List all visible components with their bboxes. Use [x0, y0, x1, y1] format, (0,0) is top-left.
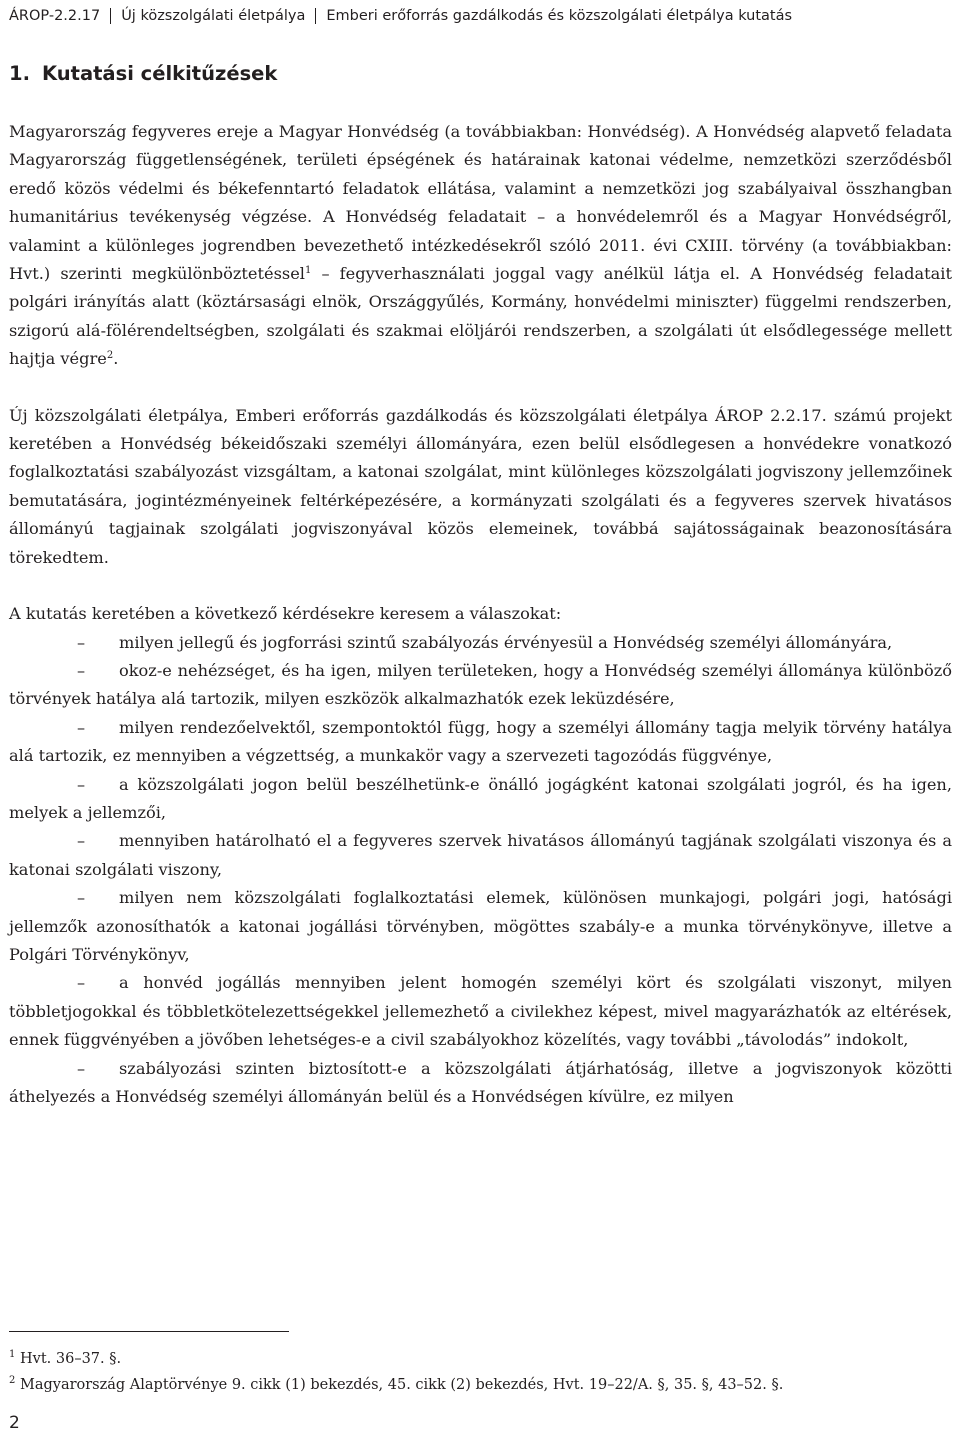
list-item [9, 827, 952, 884]
header-separator [110, 8, 111, 24]
paragraph-1-part-a: Magyarország fegyveres ereje a Magyar Honvédség (a továbbiakban: Honvédség). A Honvédség alapvető feladata Magyarország függetlenségének, területi épségének és határainak katonai védelme, nemzetközi szerződésből eredő közös védelmi és békefenntartó feladatok ellátása, valamint a nemzetközi jog szabályaival összhangban humanitárius tevékenység végzése. A Honvédség feladatait – a honvédelemről és a Magyar Honvédségről, valamint a különleges jogrendben bevezethető intézkedésekről szóló 2011. évi CXIII. törvény (a továbbiakban: Hvt.) szerinti megkülönböztetéssel [9, 122, 952, 284]
page-number: 2 [9, 1413, 20, 1433]
list-item-text: a közszolgálati jogon belül beszélhetünk-e önálló jogágként katonai szolgálati jogról, és ha igen, melyek a jellemzői, [9, 774, 952, 822]
footnote-ref-2: 2 [106, 350, 114, 362]
list-item-text: milyen jellegű és jogforrási szintű szabályozás érvényesül a Honvédség személyi állományára, [119, 632, 893, 652]
list-item [9, 657, 952, 714]
list-item-text: mennyiben határolható el a fegyveres szervek hivatásos állományú tagjának szolgálati viszonya és a katonai szolgálati viszony, [9, 831, 952, 879]
footnote-number: 1 [9, 1349, 16, 1360]
paragraph-1-part-b: – fegyverhasználati joggal vagy anélkül látja el. A Honvédség feladatait polgári irányítás alatt (köztársasági elnök, Országgyűlés, Kormány, honvédelmi miniszter) függelmi rendszerben, szigorú alá-fölérendeltségben, szolgálati és szakmai elöljárói rendszerben, a szolgálati út elsődlegessége mellett hajtja végre [9, 264, 952, 369]
list-item-text: okoz-e nehézséget, és ha igen, milyen területeken, hogy a Honvédség személyi állománya különböző törvények hatálya alá tartozik, milyen eszközök alkalmazhatók ezek leküzdésére, [9, 660, 952, 709]
list-item [9, 629, 952, 657]
list-item-text: a honvéd jogállás mennyiben jelent homogén személyi kört és szolgálati viszonyt, milyen többletjogokkal és többletkötelezettségekkel jellemezhető a civilekhez képest, mivel magyarázhatók az eltérések, ennek függvényében a jövőben lehetséges-e a civil szabályokhoz közelítés, vagy további „távolodás” indokolt, [9, 973, 952, 1050]
list-dash: – [77, 632, 86, 652]
paragraph-3: A kutatás keretében a következő kérdésekre keresem a válaszokat: [9, 604, 562, 624]
footnote-ref-1: 1 [304, 265, 312, 277]
footnote-1 [9, 1346, 939, 1372]
section-heading [9, 62, 277, 85]
list-dash: – [77, 831, 86, 851]
header-separator [315, 8, 316, 24]
list-item [9, 884, 952, 969]
list-item-text: milyen nem közszolgálati foglalkoztatási elemek, különösen munkajogi, polgári jogi, hatósági jellemzők azonosíthatók a katonai jogállási törvényben, mögöttes szabály-e a munka törvénykönyve, illetve a Polgári Törvénykönyv, [9, 888, 952, 964]
section-title: Kutatási célkitűzések [41, 62, 278, 85]
list-item-text: milyen rendezőelvektől, szempontoktól függ, hogy a személyi állomány tagja melyik törvény hatálya alá tartozik, ez mennyiben a végzettség, a munkakör vagy a szervezeti tagozódás függvénye, [9, 717, 952, 766]
list-dash: – [77, 717, 86, 737]
footnotes [9, 1346, 939, 1398]
list-dash: – [77, 1058, 86, 1078]
list-item [9, 714, 952, 771]
list-dash: – [77, 660, 86, 680]
question-list [9, 629, 952, 1112]
paragraph-1-part-c: . [113, 349, 119, 369]
footnote-number: 2 [9, 1375, 16, 1386]
paragraph-1 [9, 118, 952, 374]
paragraph-2: Új közszolgálati életpálya, Emberi erőforrás gazdálkodás és közszolgálati életpálya ÁROP 2.2.17. számú projekt keretében a Honvédség békeidőszaki személyi állományára, ezen belül elsődlegesen a honvédekre vonatkozó foglalkoztatási szabályozást vizsgáltam, a katonai szolgálat, mint különleges közszolgálati jogviszony jellemzőinek bemutatására, jogintézményeinek feltérképezésére, a kormányzati szolgálati és a fegyveres szervek hivatásos állományú tagjainak szolgálati jogviszonyával közös elemeinek, továbbá sajátosságainak beazonosítására törekedtem. [9, 405, 952, 567]
list-item [9, 771, 952, 828]
list-dash: – [77, 888, 86, 908]
footnote-2 [9, 1372, 939, 1398]
header-project: Új közszolgálati életpálya [121, 8, 306, 24]
header-subtitle: Emberi erőforrás gazdálkodás és közszolgálati életpálya kutatás [326, 8, 793, 24]
footnote-text: Magyarország Alaptörvénye 9. cikk (1) bekezdés, 45. cikk (2) bekezdés, Hvt. 19–22/A. §, 35. §, 43–52. §. [19, 1377, 784, 1393]
list-item [9, 969, 952, 1054]
list-item-text: szabályozási szinten biztosított-e a közszolgálati átjárhatóság, illetve a jogviszonyok közötti áthelyezés a Honvédség személyi állományán belül és a Honvédségen kívülre, ez milyen [9, 1058, 952, 1106]
body-text [9, 118, 952, 1111]
footnote-divider [9, 1331, 289, 1332]
footnote-text: Hvt. 36–37. §. [19, 1351, 122, 1367]
list-dash: – [77, 973, 86, 993]
list-dash: – [77, 774, 86, 794]
header-code: ÁROP-2.2.17 [9, 8, 101, 24]
list-item [9, 1055, 952, 1112]
section-number: 1. [9, 62, 30, 85]
running-header [9, 5, 939, 27]
